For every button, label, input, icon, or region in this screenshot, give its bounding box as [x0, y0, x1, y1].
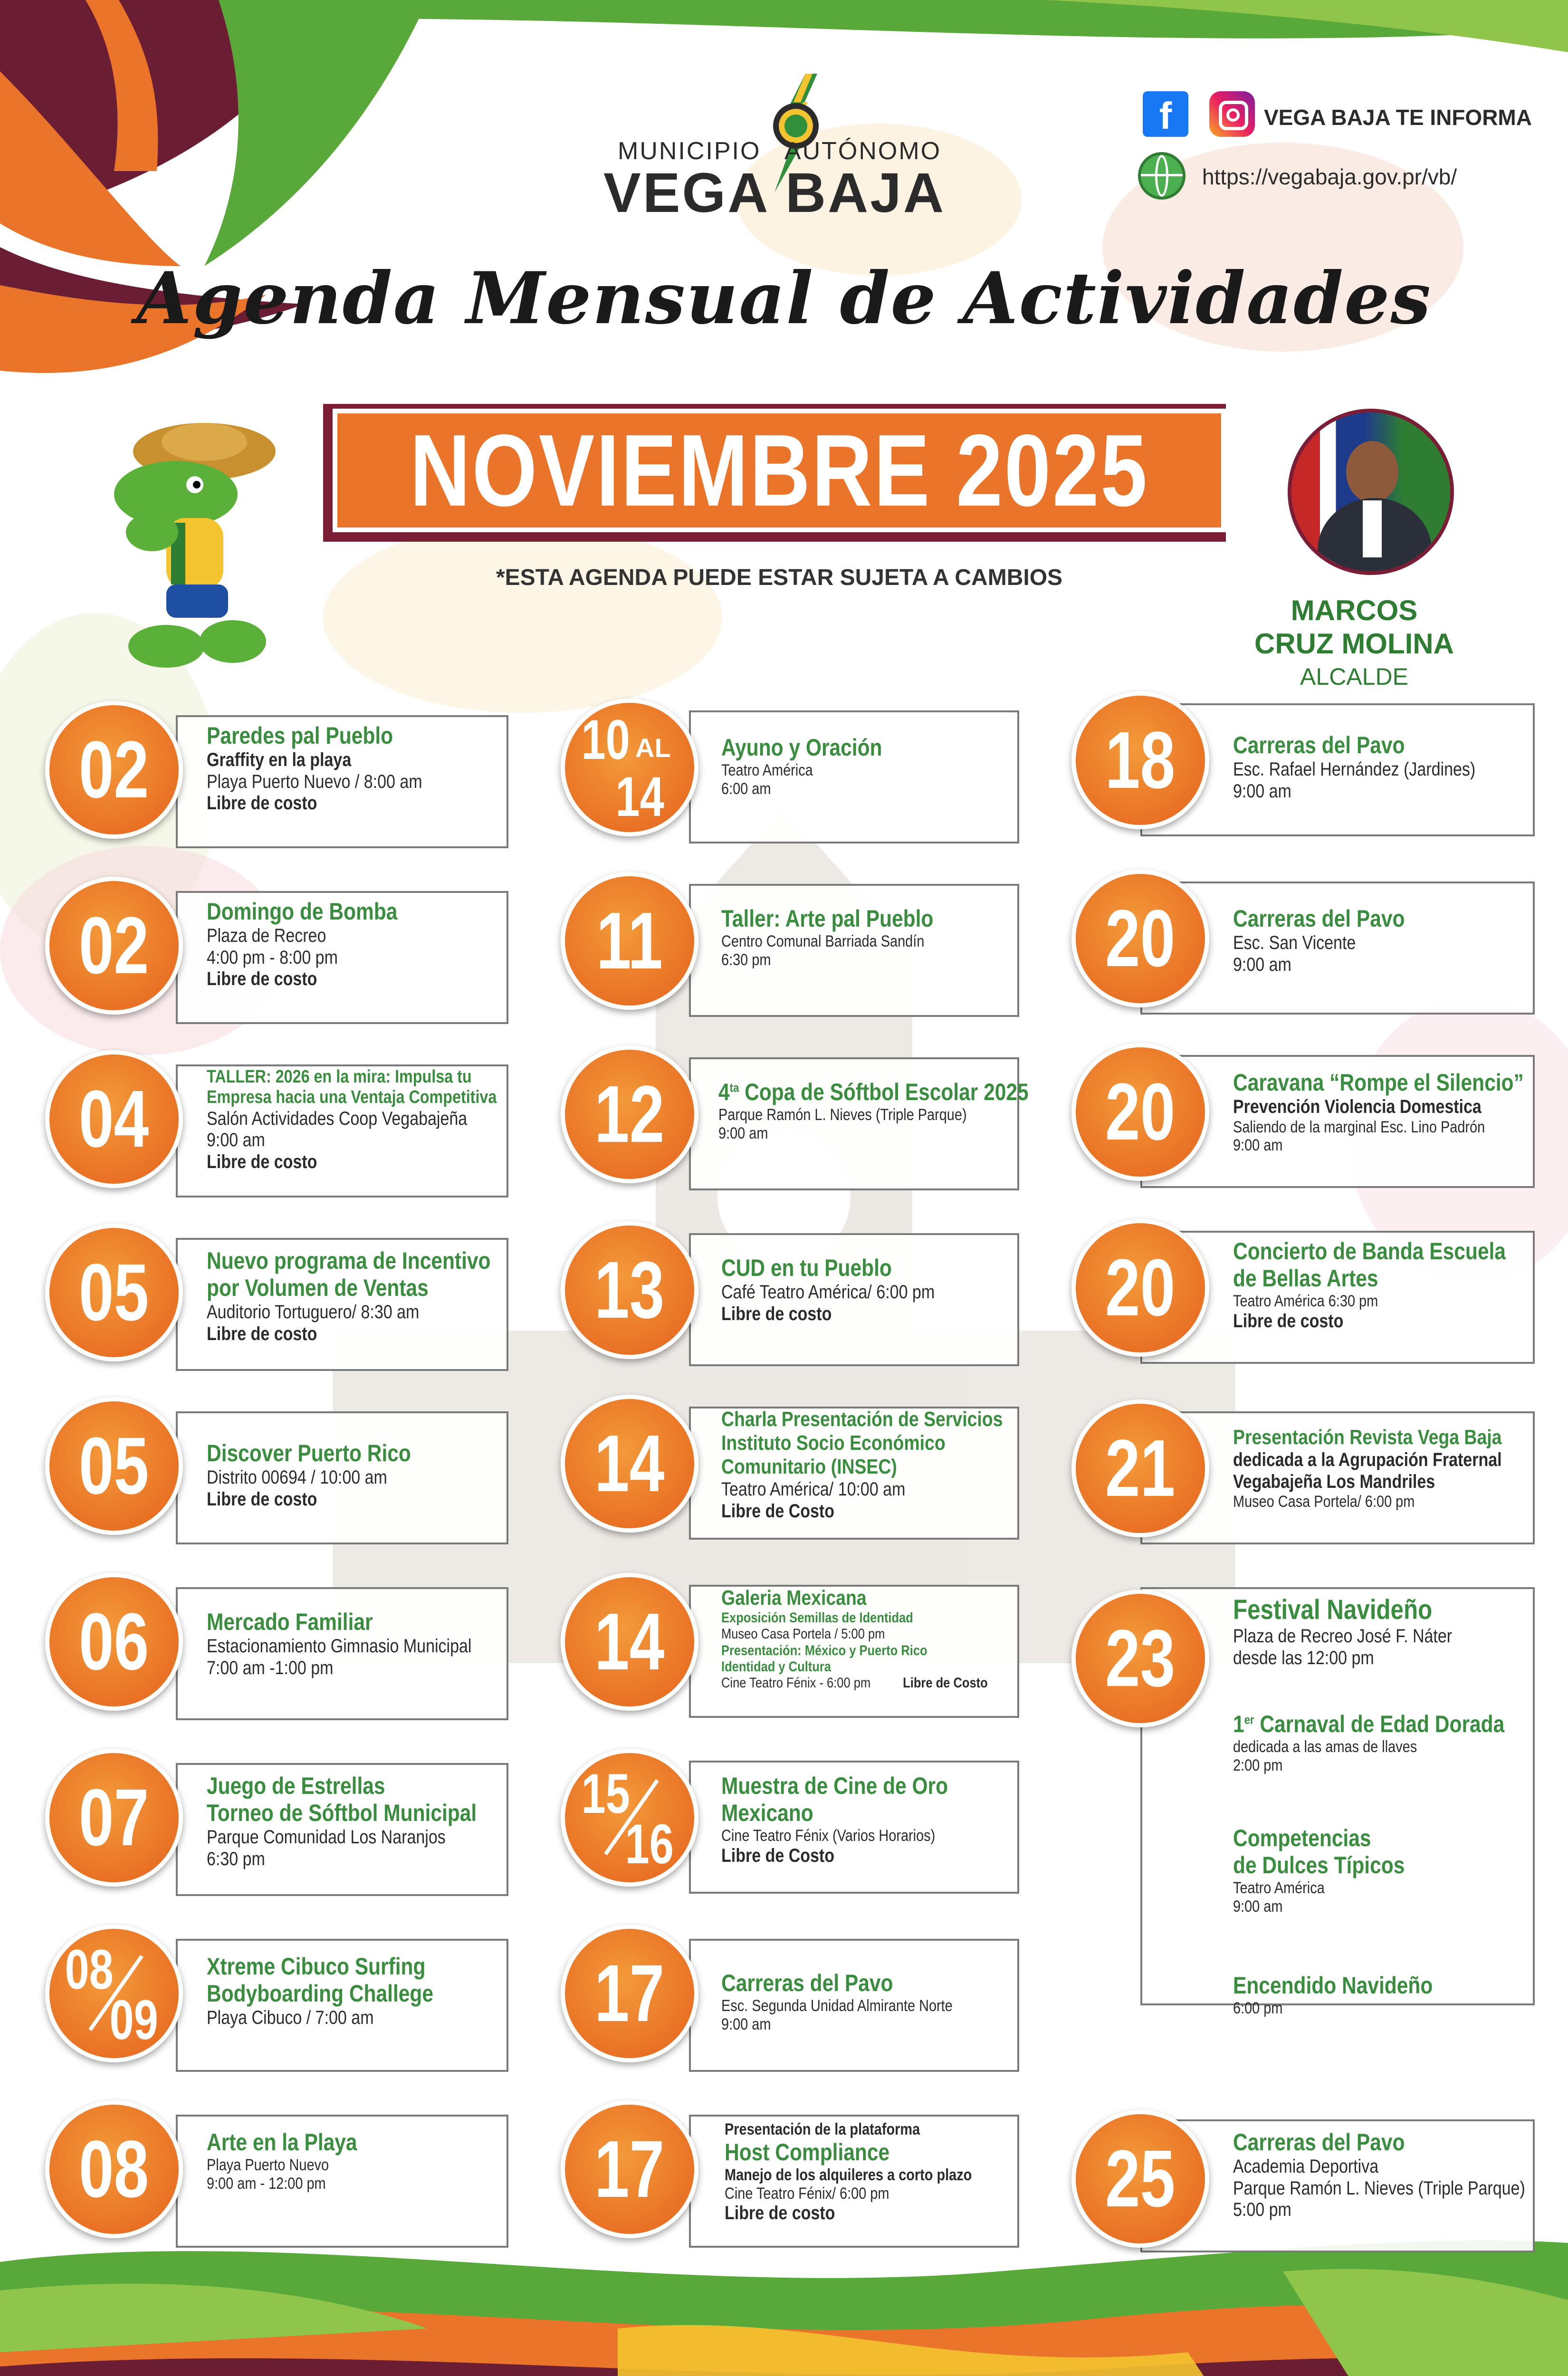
event-detail: Auditorio Tortuguero/ 8:30 am: [207, 1302, 420, 1322]
date-circle: [45, 1050, 183, 1188]
event-detail: Teatro América/ 10:00 am: [721, 1479, 906, 1500]
event-title: Galeria Mexicana: [721, 1586, 867, 1610]
event-title: de Bellas Artes: [1233, 1265, 1378, 1292]
event-detail: Esc. Rafael Hernández (Jardines): [1233, 759, 1476, 780]
date-number: 14: [594, 1597, 665, 1687]
event-detail: 6:30 pm: [721, 950, 771, 969]
date-number: 02: [79, 901, 149, 991]
event-subtitle: Identidad y Cultura: [721, 1658, 831, 1675]
event-title: Torneo de Sóftbol Municipal: [207, 1800, 477, 1826]
event-detail: desde las 12:00 pm: [1233, 1647, 1374, 1668]
date-circle: [1071, 1399, 1209, 1537]
event-title: Instituto Socio Económico: [721, 1431, 946, 1455]
date-number: 25: [1105, 2134, 1176, 2224]
event-detail: Parque Comunidad Los Naranjos: [207, 1827, 446, 1848]
event-detail: Cine Teatro Fénix (Varios Horarios): [721, 1827, 936, 1845]
mayor-first-name: MARCOS: [1291, 594, 1418, 626]
event-title: Muestra de Cine de Oro: [721, 1772, 948, 1799]
event-text: [721, 1408, 1052, 1523]
event-cost: Libre de Costo: [721, 1845, 835, 1866]
event-detail: Parque Ramón L. Nieves (Triple Parque): [1233, 2177, 1525, 2199]
date-number: 20: [1105, 1067, 1176, 1157]
event-subitem: [1233, 1711, 1552, 1775]
event-detail: 9:00 am: [1233, 780, 1291, 802]
date-circle: [561, 1925, 698, 2062]
event-detail: 9:00 am: [718, 1124, 768, 1142]
date-number: 18: [1105, 715, 1176, 805]
event-text: [207, 722, 460, 814]
date-number: 14: [594, 1418, 665, 1509]
date-number: 05: [79, 1247, 149, 1338]
event-subitem: [1233, 1972, 1468, 2018]
event-cost: Libre de costo: [721, 1303, 832, 1324]
date-circle: [45, 1925, 183, 2062]
event-detail: Teatro América 6:30 pm: [1233, 1292, 1378, 1310]
event-text: [721, 905, 971, 969]
event-pretitle: Presentación de la plataforma: [725, 2120, 920, 2138]
event-detail: Plaza de Recreo: [207, 925, 326, 946]
instagram-icon[interactable]: [1209, 91, 1255, 137]
date-number-start: 15: [581, 1763, 630, 1825]
event-text: [1233, 1238, 1554, 1332]
date-circle: [45, 1573, 183, 1711]
event-detail: 4:00 pm - 8:00 pm: [207, 947, 338, 968]
event-title: Arte en la Playa: [207, 2129, 357, 2156]
event-detail: 9:00 am: [721, 2015, 771, 2033]
date-circle: [45, 877, 183, 1015]
event-detail: Saliendo de la marginal Esc. Lino Padrón: [1233, 1118, 1485, 1136]
event-cost: Libre de costo: [207, 968, 317, 990]
event-text: [721, 734, 910, 798]
event-text: [207, 1609, 518, 1679]
website-link[interactable]: https://vegabaja.gov.pr/vb/: [1202, 164, 1457, 189]
mayor-name: [1235, 594, 1473, 661]
date-number: 13: [594, 1245, 665, 1335]
event-title: Mexicano: [721, 1800, 813, 1826]
event-title: Bodyboarding Challege: [207, 1980, 433, 2007]
globe-icon: [1138, 152, 1186, 200]
event-title: Juego de Estrellas: [207, 1772, 385, 1799]
event-text: [1233, 2129, 1568, 2221]
event-detail: Plaza de Recreo José F. Náter: [1233, 1626, 1453, 1647]
event-title: de Dulces Típicos: [1233, 1852, 1405, 1878]
event-title: por Volumen de Ventas: [207, 1274, 429, 1301]
event-detail: Museo Casa Portela/ 6:00 pm: [1233, 1493, 1415, 1511]
mayor-title: ALCALDE: [1300, 663, 1408, 690]
event-detail: Salón Actividades Coop Vegabajeña: [207, 1108, 468, 1129]
event-title: 1er Carnaval de Edad Dorada: [1233, 1711, 1505, 1737]
event-detail: 9:00 am: [1233, 954, 1291, 975]
event-title: Domingo de Bomba: [207, 898, 398, 925]
event-title: Competencias: [1233, 1825, 1371, 1851]
month-banner: [333, 409, 1226, 532]
event-detail: Café Teatro América/ 6:00 pm: [721, 1282, 935, 1303]
event-text: [207, 2129, 383, 2193]
event-title: Encendido Navideño: [1233, 1972, 1433, 1999]
date-circle: [561, 872, 698, 1010]
event-title: Host Compliance: [725, 2138, 890, 2165]
date-number-end: 14: [615, 766, 664, 828]
date-number: 12: [594, 1069, 665, 1159]
page-title: Agenda Mensual de Actividades: [136, 257, 1432, 340]
date-number: 11: [596, 896, 663, 986]
logo-municipio-autonomo: MUNICIPIO AUTÓNOMO: [618, 137, 942, 165]
event-detail: Parque Ramón L. Nieves (Triple Parque): [718, 1106, 967, 1124]
event-subtitle: Exposición Semillas de Identidad: [721, 1610, 913, 1626]
date-number: 05: [79, 1421, 149, 1511]
event-detail: 6:00 pm: [1233, 1999, 1283, 2017]
date-range-al: AL: [635, 733, 671, 763]
mayor-photo: [1288, 409, 1454, 575]
event-detail: Esc. San Vicente: [1233, 932, 1356, 953]
event-detail: 9:00 am: [1233, 1136, 1283, 1155]
date-number: 23: [1105, 1613, 1176, 1704]
event-title: Discover Puerto Rico: [207, 1440, 411, 1466]
event-detail: Centro Comunal Barriada Sandín: [721, 932, 925, 950]
event-detail: 9:00 am: [207, 1130, 265, 1151]
event-text: [721, 1586, 1035, 1691]
event-detail: 6:30 pm: [207, 1848, 265, 1869]
event-detail: Teatro América: [721, 761, 813, 779]
event-text: [207, 1953, 473, 2029]
date-circle: [1071, 1590, 1209, 1727]
event-detail: Cine Teatro Fénix - 6:00 pm Libre de Costo: [721, 1675, 988, 1691]
social-handle: VEGA BAJA TE INFORMA: [1264, 105, 1532, 130]
event-cost: Libre de costo: [1233, 1310, 1344, 1332]
event-cost: Libre de costo: [207, 1151, 317, 1172]
event-detail: 9:00 am: [1233, 1897, 1283, 1916]
event-title: Charla Presentación de Servicios: [721, 1408, 1003, 1431]
event-title: Xtreme Cibuco Surfing: [207, 1953, 426, 1980]
event-text: [721, 1970, 994, 2034]
event-text: [207, 1440, 447, 1510]
event-detail: Prevención Violencia Domestica: [1233, 1096, 1482, 1117]
event-text: [207, 898, 431, 990]
event-detail: Distrito 00694 / 10:00 am: [207, 1467, 387, 1488]
event-text: [1233, 1069, 1568, 1155]
event-title: Carreras del Pavo: [721, 1970, 893, 1996]
event-detail: Esc. Segunda Unidad Almirante Norte: [721, 1997, 953, 2015]
event-title: Festival Navideño: [1233, 1594, 1433, 1625]
date-circle: [1071, 691, 1209, 829]
date-circle: [561, 1573, 698, 1711]
date-circle: [561, 699, 698, 836]
event-detail: Vegabajeña Los Mandriles: [1233, 1471, 1435, 1492]
event-text: [721, 1772, 988, 1867]
event-title: Mercado Familiar: [207, 1609, 373, 1635]
date-circle: [561, 1045, 698, 1183]
event-text: [207, 1247, 541, 1345]
event-title: Carreras del Pavo: [1233, 2129, 1405, 2156]
date-circle: [1071, 1043, 1209, 1181]
event-detail: Teatro América: [1233, 1879, 1325, 1897]
facebook-icon[interactable]: f: [1143, 91, 1188, 137]
event-title: CUD en tu Pueblo: [721, 1255, 892, 1281]
event-text: [1233, 905, 1435, 976]
date-circle: [1071, 1219, 1209, 1357]
event-detail: 5:00 pm: [1233, 2199, 1291, 2221]
event-text: [725, 2120, 1015, 2224]
event-title: TALLER: 2026 en la mira: Impulsa tu: [207, 1067, 472, 1087]
logo-vega-baja: VEGA BAJA: [603, 162, 946, 224]
event-title: Carreras del Pavo: [1233, 732, 1405, 758]
date-number-end: 16: [625, 1813, 674, 1876]
event-title: Carreras del Pavo: [1233, 905, 1405, 932]
event-detail: 7:00 am -1:00 pm: [207, 1657, 334, 1678]
date-number-start: 10: [581, 709, 630, 771]
event-detail: dedicada a la Agrupación Fraternal: [1233, 1449, 1502, 1471]
event-title: Comunitario (INSEC): [721, 1455, 897, 1479]
event-detail: Playa Cibuco / 7:00 am: [207, 2007, 374, 2028]
event-subtitle: Presentación: México y Puerto Rico: [721, 1642, 927, 1658]
event-detail: Playa Puerto Nuevo: [207, 2156, 329, 2174]
event-detail: Estacionamiento Gimnasio Municipal: [207, 1636, 472, 1657]
event-title: Empresa hacia una Ventaja Competitiva: [207, 1087, 497, 1108]
event-detail: 6:00 am: [721, 779, 771, 798]
month-title: NOVIEMBRE 2025: [410, 413, 1149, 527]
date-number: 07: [79, 1772, 149, 1863]
event-title: Taller: Arte pal Pueblo: [721, 905, 934, 932]
event-title: Concierto de Banda Escuela: [1233, 1238, 1506, 1265]
date-number: 02: [79, 725, 149, 815]
date-circle: [45, 1749, 183, 1887]
event-text: [207, 1067, 548, 1173]
event-detail: dedicada a las amas de llaves: [1233, 1738, 1417, 1756]
date-circle: [45, 1397, 183, 1535]
event-detail: Playa Puerto Nuevo / 8:00 am: [207, 771, 422, 792]
event-subitem: [1233, 1825, 1435, 1916]
event-cost: Libre de costo: [207, 1323, 317, 1344]
event-detail: Cine Teatro Fénix/ 6:00 pm: [725, 2184, 889, 2203]
date-circle: [561, 2100, 698, 2238]
event-text: [207, 1772, 524, 1870]
event-title: Nuevo programa de Incentivo: [207, 1247, 491, 1274]
event-detail: Manejo de los alquileres a corto plazo: [725, 2165, 972, 2184]
date-number-start: 08: [65, 1938, 114, 2001]
date-number: 04: [79, 1074, 149, 1164]
alligator-mascot-image: [95, 409, 285, 684]
event-title: Caravana “Rompe el Silencio”: [1233, 1069, 1524, 1096]
event-text: [1233, 1594, 1491, 1669]
event-detail: 9:00 am - 12:00 pm: [207, 2174, 326, 2193]
event-cost: Libre de costo: [207, 793, 317, 814]
event-detail: 2:00 pm: [1233, 1756, 1283, 1774]
event-cost: Libre de costo: [207, 1488, 317, 1510]
date-number: 17: [594, 2124, 665, 2214]
date-number: 08: [79, 2124, 149, 2214]
event-text: [1233, 1426, 1549, 1511]
date-circle: [561, 1749, 698, 1887]
date-circle: [561, 1395, 698, 1533]
date-circle: [1071, 2110, 1209, 2248]
event-detail: Graffity en la playa: [207, 749, 352, 770]
event-text: [1233, 732, 1518, 802]
date-circle: [45, 701, 183, 839]
event-text: [721, 1255, 972, 1325]
disclaimer-text: *ESTA AGENDA PUEDE ESTAR SUJETA A CAMBIOS: [496, 565, 1063, 590]
event-title: Paredes pal Pueblo: [207, 722, 393, 749]
event-title: Presentación Revista Vega Baja: [1233, 1426, 1502, 1449]
date-number: 20: [1105, 1243, 1176, 1333]
date-circle: [45, 2100, 183, 2238]
event-detail: Museo Casa Portela / 5:00 pm: [721, 1626, 885, 1642]
date-circle: [561, 1221, 698, 1359]
event-text: [718, 1079, 1083, 1143]
date-number: 20: [1105, 893, 1176, 984]
date-number: 21: [1105, 1423, 1176, 1514]
event-title: Ayuno y Oración: [721, 734, 882, 761]
date-number: 17: [594, 1948, 665, 2039]
event-title: $4^{ta}$ Copa de Sóftbol Escolar 2025: [718, 1079, 1029, 1105]
date-circle: [1071, 870, 1209, 1007]
event-cost: Libre de costo: [725, 2203, 835, 2224]
date-number: 06: [79, 1597, 149, 1687]
event-cost: Libre de Costo: [721, 1501, 835, 1522]
mayor-last-name: CRUZ MOLINA: [1254, 628, 1454, 660]
date-number-end: 09: [109, 1989, 158, 2051]
event-detail: Academia Deportiva: [1233, 2156, 1379, 2177]
date-circle: [45, 1224, 183, 1361]
